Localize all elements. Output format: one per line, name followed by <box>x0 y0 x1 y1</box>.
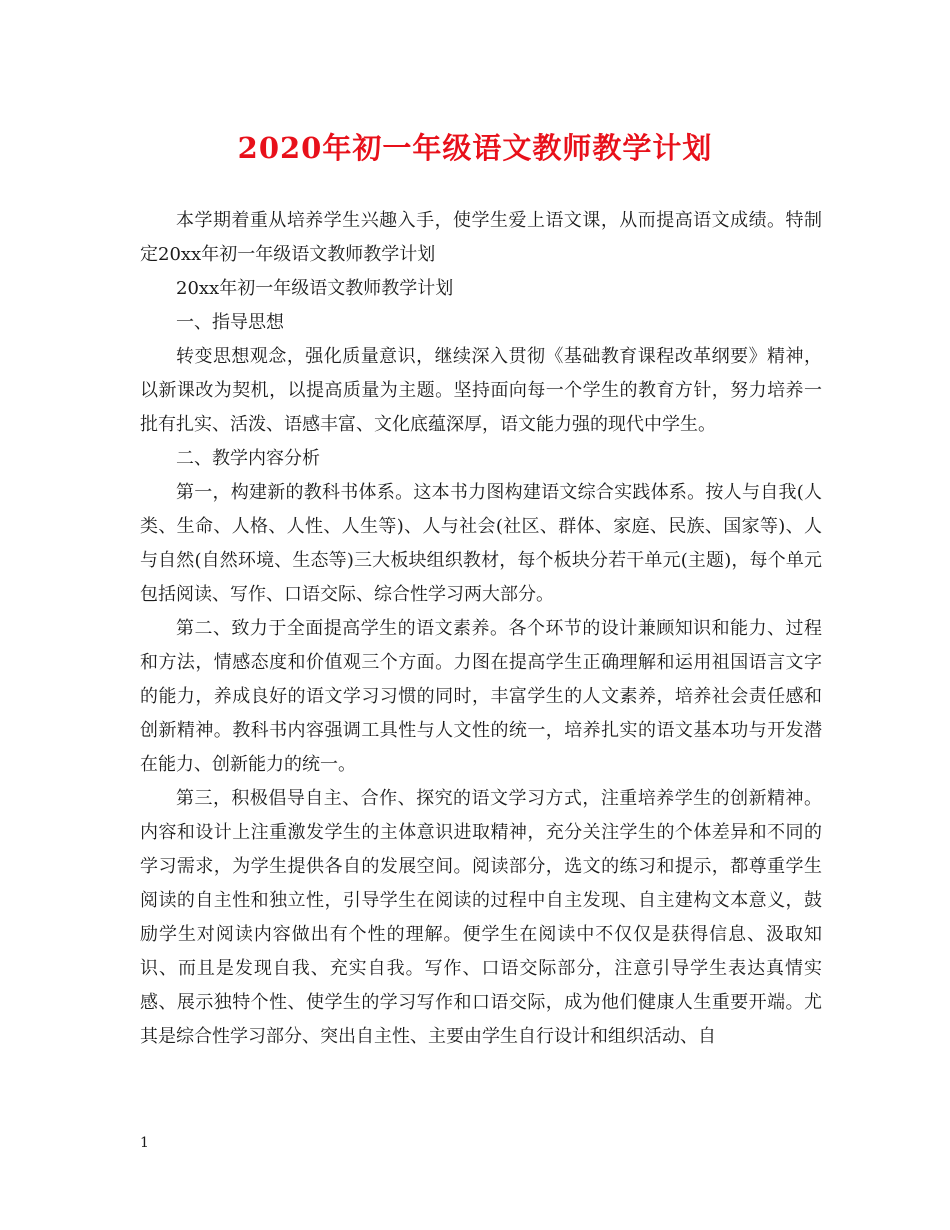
page-number: 1 <box>140 1135 149 1151</box>
document-title: 2020年初一年级语文教师教学计划 <box>237 131 713 165</box>
document-body <box>140 204 822 1054</box>
section-heading-guiding-thought: 一、指导思想 <box>176 312 284 333</box>
content-analysis-paragraph-3: 第三，积极倡导自主、合作、探究的语文学习方式，注重培养学生的创新精神。内容和设计上注重激发学生的主体意识进取精神，充分关注学生的个体差异和不同的学习需求，为学生提供各自的发展空间。阅读部分，选文的练习和提示，都尊重学生阅读的自主性和独立性，引导学生在阅读的过程中自主发现、自主建构文本意义，鼓励学生对阅读内容做出有个性的理解。便学生在阅读中不仅仅是获得信息、汲取知识、而且是发现自我、充实自我。写作、口语交际部分，注意引导学生表达真情实感、展示独特个性、使学生的学习写作和口语交际，成为他们健康人生重要开端。尤其是综合性学习部分、突出自主性、主要由学生自行设计和组织活动、自 <box>140 788 822 1047</box>
content-analysis-paragraph-2: 第二、致力于全面提高学生的语文素养。各个环节的设计兼顾知识和能力、过程和方法，情感态度和价值观三个方面。力图在提高学生正确理解和运用祖国语言文字的能力，养成良好的语文学习习惯的同时，丰富学生的人文素养，培养社会责任感和创新精神。教科书内容强调工具性与人文性的统一，培养扎实的语文基本功与开发潜在能力、创新能力的统一。 <box>140 618 822 775</box>
intro-paragraph: 本学期着重从培养学生兴趣入手，使学生爱上语文课，从而提高语文成绩。特制定20xx年初一年级语文教师教学计划 <box>140 210 822 265</box>
section-heading-content-analysis: 二、教学内容分析 <box>176 448 320 469</box>
content-analysis-paragraph-1: 第一，构建新的教科书体系。这本书力图构建语文综合实践体系。按人与自我(人类、生命、人格、人性、人生等)、人与社会(社区、群体、家庭、民族、国家等)、人与自然(自然环境、生态等)三大板块组织教材，每个板块分若干单元(主题)，每个单元包括阅读、写作、口语交际、综合性学习两大部分。 <box>140 482 822 605</box>
plan-heading: 20xx年初一年级语文教师教学计划 <box>176 278 454 299</box>
guiding-thought-paragraph: 转变思想观念，强化质量意识，继续深入贯彻《基础教育课程改革纲要》精神，以新课改为契机，以提高质量为主题。坚持面向每一个学生的教育方针，努力培养一批有扎实、活泼、语感丰富、文化底蕴深厚，语文能力强的现代中学生。 <box>140 346 822 435</box>
